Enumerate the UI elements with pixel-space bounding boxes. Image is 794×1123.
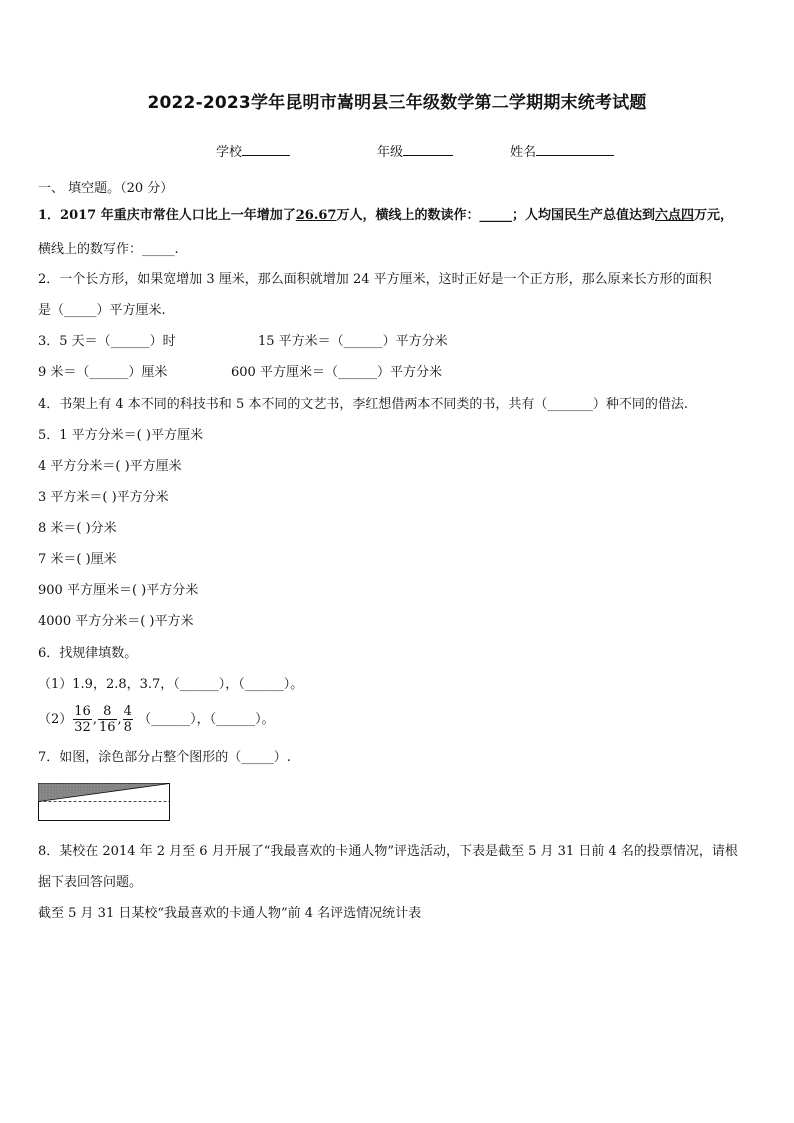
question-1-line-2: 横线上的数写作：_____. — [38, 242, 179, 257]
question-5-item: 4000 平方分米＝( )平方米 — [38, 614, 194, 629]
fraction-numerator: 8 — [98, 704, 117, 720]
section-heading: 一、 填空题。（20 分） — [38, 181, 174, 196]
question-6-heading: 6．找规律填数。 — [38, 646, 138, 661]
q1-blank-1[interactable]: _____ — [479, 208, 512, 223]
table-caption: 截至 5 月 31 日某校“我最喜欢的卡通人物”前 4 名评选情况统计表 — [38, 906, 422, 921]
fraction-denominator: 32 — [74, 720, 91, 735]
fraction-numerator: 16 — [74, 704, 91, 719]
school-label: 学校 — [216, 145, 243, 160]
grade-label: 年级 — [377, 145, 404, 160]
fraction-numerator: 4 — [123, 704, 132, 719]
grade-blank[interactable] — [403, 143, 453, 156]
q1-number: 26.67 — [295, 208, 337, 223]
fraction-separator: , — [92, 712, 97, 727]
question-1-line-1 — [38, 207, 733, 225]
q6-part2-prefix: （2） — [38, 712, 73, 727]
school-field[interactable] — [216, 141, 290, 160]
question-3a: 3．5 天＝（______）时 — [38, 334, 176, 349]
question-5-item: 900 平方厘米＝( )平方分米 — [38, 583, 199, 598]
question-6-part-1: （1）1.9，2.8，3.7，（______），（______）。 — [38, 677, 304, 692]
q1-word: 六点四 — [655, 208, 695, 223]
fraction-separator: , — [117, 712, 122, 727]
question-5-item: 4 平方分米＝( )平方厘米 — [38, 459, 182, 474]
question-4: 4．书架上有 4 本不同的科技书和 5 本不同的文艺书，李红想借两本不同类的书，共有（_______）种不同的借法. — [38, 397, 688, 412]
q1-text-a: 1．2017 年重庆市常住人口比上一年增加了 — [38, 208, 296, 223]
question-5-item: 8 米＝( )分米 — [38, 521, 117, 536]
question-2-line-2: 是（_____）平方厘米. — [38, 303, 166, 318]
fraction — [73, 704, 92, 735]
q1-text-d: 万元， — [694, 208, 734, 223]
q1-text-b: 万人，横线上的数读作： — [336, 208, 480, 223]
fraction — [123, 704, 133, 735]
question-5-item: 3 平方米＝( )平方分米 — [38, 490, 169, 505]
name-label: 姓名 — [510, 145, 537, 160]
question-7: 7．如图，涂色部分占整个图形的（_____）. — [38, 750, 291, 765]
question-6-part-2 — [38, 703, 275, 737]
name-field[interactable] — [510, 141, 614, 160]
question-3d: 600 平方厘米＝（______）平方分米 — [231, 365, 442, 380]
fraction — [98, 704, 117, 735]
school-blank[interactable] — [242, 143, 290, 156]
question-8-line-1: 8．某校在 2014 年 2 月至 6 月开展了“我最喜欢的卡通人物”评选活动，下表是截至 5 月 31 日前 4 名的投票情况，请根 — [38, 844, 738, 859]
fraction-denominator: 8 — [123, 720, 132, 735]
question-5-item: 7 米＝( )厘米 — [38, 552, 117, 567]
question-8-line-2: 据下表回答问题。 — [38, 875, 143, 890]
shaded-rectangle-figure — [38, 783, 170, 821]
question-3b: 15 平方米＝（______）平方分米 — [258, 334, 448, 349]
fraction-denominator: 16 — [98, 720, 116, 735]
page-title: 2022-2023学年昆明市嵩明县三年级数学第二学期期末统考试题 — [147, 93, 647, 113]
q1-text-c: ；人均国民生产总值达到 — [512, 208, 656, 223]
q6-part2-suffix: （______），（______）。 — [138, 712, 275, 727]
question-3c: 9 米＝（______）厘米 — [38, 365, 168, 380]
question-5-item: 5．1 平方分米＝( )平方厘米 — [38, 428, 203, 443]
grade-field[interactable] — [377, 141, 453, 160]
question-2-line-1: 2．一个长方形，如果宽增加 3 厘米，那么面积就增加 24 平方厘米，这时正好是一个正方形，那么原来长方形的面积 — [38, 272, 712, 287]
name-blank[interactable] — [536, 143, 614, 156]
